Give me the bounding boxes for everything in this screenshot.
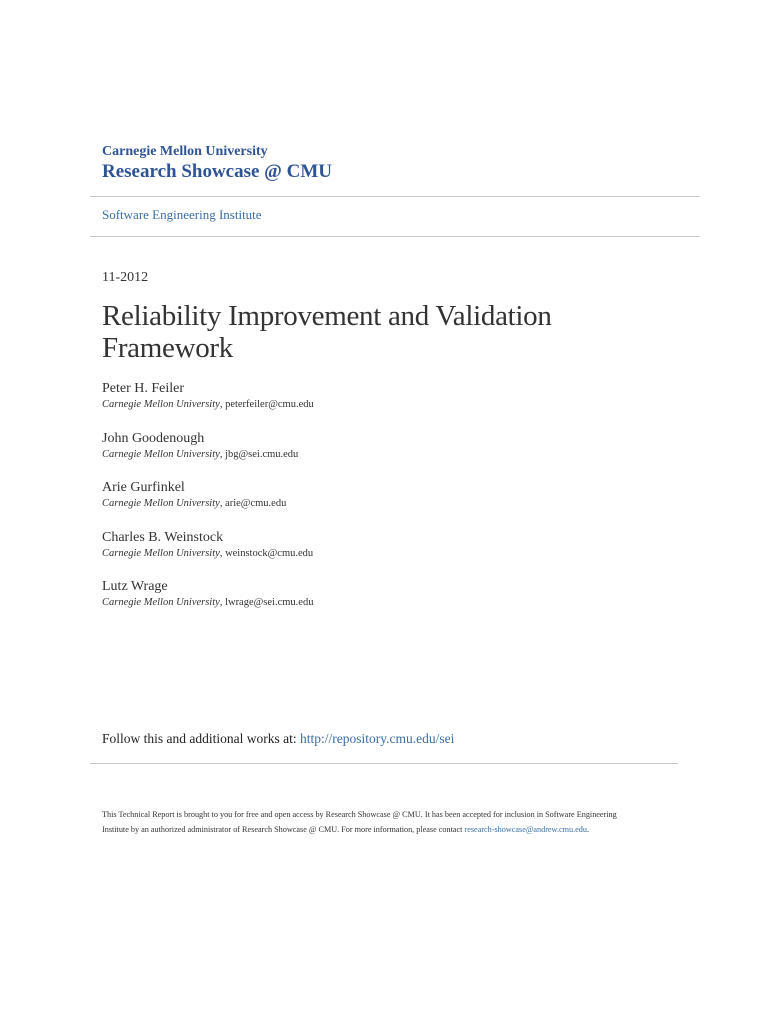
author-list bbox=[102, 380, 602, 628]
author-entry bbox=[102, 578, 602, 628]
author-email: , lwrage@sei.cmu.edu bbox=[219, 597, 314, 609]
university-name: Carnegie Mellon University bbox=[102, 144, 268, 159]
footer-end: . bbox=[586, 824, 589, 834]
repository-link[interactable]: http://repository.cmu.edu/sei bbox=[300, 731, 455, 746]
author-email: , weinstock@cmu.edu bbox=[219, 547, 314, 559]
author-name: Arie Gurfinkel bbox=[102, 480, 185, 496]
divider bbox=[90, 236, 700, 237]
author-name: John Goodenough bbox=[102, 430, 205, 446]
author-email: , jbg@sei.cmu.edu bbox=[219, 448, 299, 460]
divider bbox=[90, 196, 700, 197]
affiliation-name: Carnegie Mellon University bbox=[102, 597, 220, 609]
author-name: Peter H. Feiler bbox=[102, 381, 185, 396]
author-entry bbox=[102, 380, 602, 430]
document-title: Reliability Improvement and Validation Framework bbox=[102, 300, 552, 364]
collection-link[interactable]: Software Engineering Institute bbox=[102, 207, 262, 222]
publication-date: 11-2012 bbox=[102, 270, 149, 285]
author-affiliation bbox=[102, 496, 602, 511]
follow-line bbox=[102, 731, 454, 747]
author-entry bbox=[102, 529, 602, 579]
affiliation-name: Carnegie Mellon University bbox=[102, 448, 220, 460]
divider bbox=[90, 763, 678, 764]
follow-text: Follow this and additional works at: bbox=[102, 731, 300, 746]
author-affiliation bbox=[102, 397, 602, 412]
author-affiliation bbox=[102, 546, 602, 561]
author-affiliation bbox=[102, 595, 602, 610]
author-name: Lutz Wrage bbox=[102, 579, 168, 595]
author-affiliation bbox=[102, 447, 602, 462]
footer-text: This Technical Report is brought to you for free and open access by Research Showcase @ CMU. It has been accepted for inclusion in Software Engineering Institute by an authorized administrator of Research Showcase @ CMU. For more information, please contact bbox=[102, 810, 617, 834]
author-name: Charles B. Weinstock bbox=[102, 529, 224, 545]
author-email: , arie@cmu.edu bbox=[219, 498, 287, 510]
affiliation-name: Carnegie Mellon University bbox=[102, 498, 220, 510]
repository-name[interactable]: Research Showcase @ CMU bbox=[102, 161, 332, 182]
affiliation-name: Carnegie Mellon University bbox=[102, 547, 220, 559]
affiliation-name: Carnegie Mellon University bbox=[102, 399, 220, 410]
author-entry bbox=[102, 430, 602, 480]
author-email: , peterfeiler@cmu.edu bbox=[219, 399, 314, 410]
author-entry bbox=[102, 479, 602, 529]
footer-note bbox=[102, 808, 642, 837]
contact-email-link[interactable]: research-showcase@andrew.cmu.edu bbox=[464, 824, 587, 834]
